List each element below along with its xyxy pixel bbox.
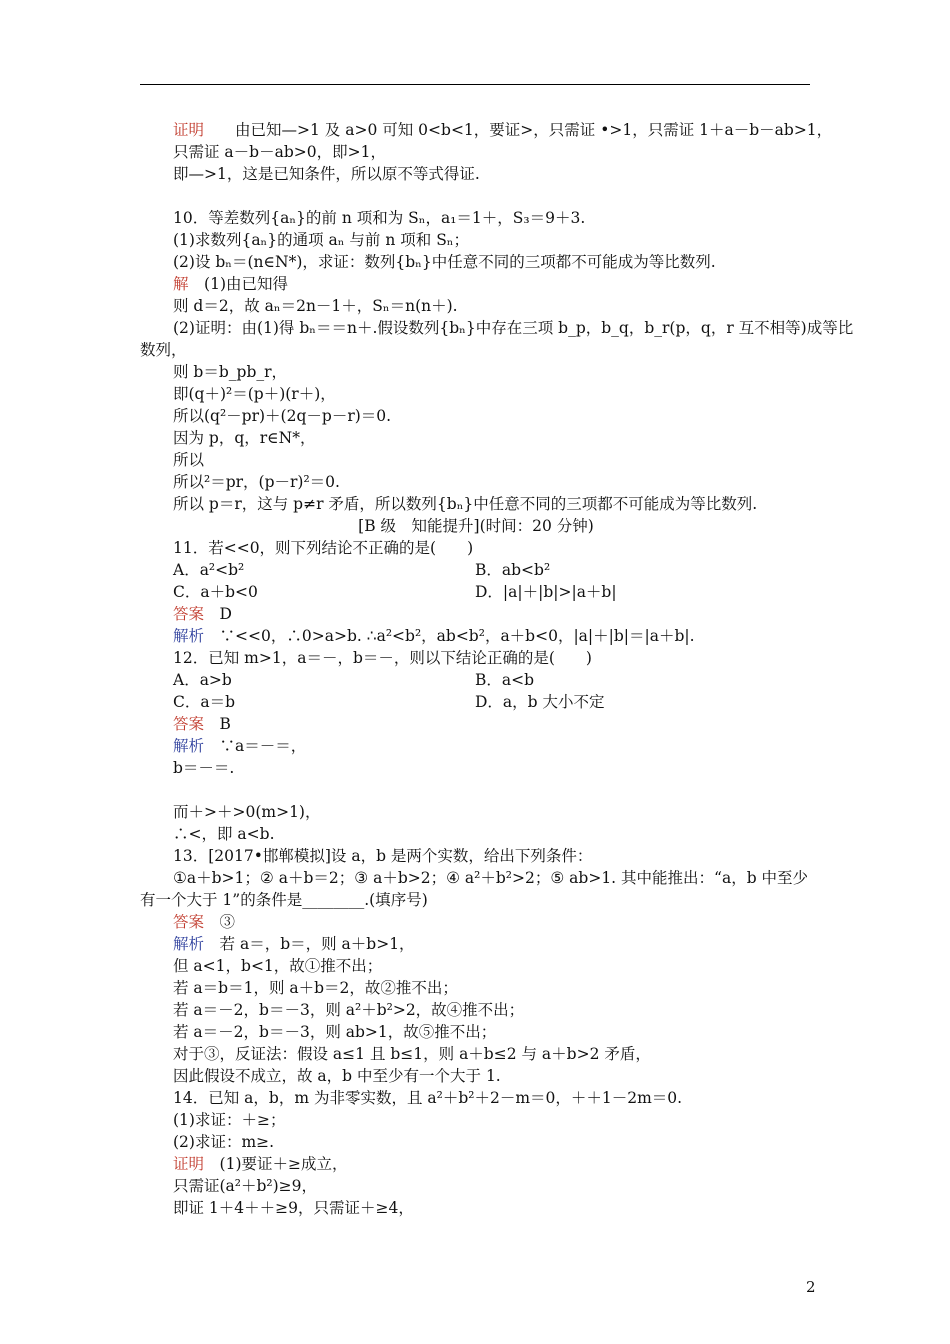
p10-sol-7: 所以(q²－pr)＋(2q－p－r)＝0. xyxy=(173,407,392,425)
p12-analysis-2: b＝－＝. xyxy=(173,759,235,777)
p9-line-2: 只需证 a－b－ab>0，即>1， xyxy=(173,143,386,161)
page-content xyxy=(140,119,854,1219)
p10-q1: (1)求数列{aₙ}的通项 aₙ 与前 n 项和 Sₙ； xyxy=(173,231,470,249)
p9-line-3: 即—>1，这是已知条件，所以原不等式得证. xyxy=(173,165,480,183)
p13-analysis-6: 对于③，反证法：假设 a≤1 且 b≤1，则 a＋b≤2 与 a＋b>2 矛盾， xyxy=(173,1045,651,1063)
option-d: D．|a|＋|b|>|a＋b| xyxy=(475,583,617,601)
option-b: B．a<b xyxy=(475,671,535,689)
analysis-label: 解析 xyxy=(173,935,205,953)
p14-proof-2: 只需证(a²＋b²)≥9， xyxy=(173,1177,318,1195)
proof-label: 证明 xyxy=(173,121,205,139)
option-c: C．a＋b<0 xyxy=(173,583,258,601)
p10-sol-6: 即(q＋)²＝(p＋)(r＋)， xyxy=(173,385,336,403)
p9-line-1: 证明 由已知—>1 及 a>0 可知 0<b<1，要证>，只需证 •>1，只需证 1＋a－b－ab>1， xyxy=(173,121,833,139)
p10-q2: (2)设 bₙ＝(n∈N*)，求证：数列{bₙ}中任意不同的三项都不可能成为等比数列. xyxy=(173,253,716,271)
p13-analysis: 解析 若 a＝，b＝，则 a＋b>1， xyxy=(173,935,415,953)
section-heading: [B 级 知能提升](时间：20 分钟) xyxy=(358,517,594,535)
p13-analysis-4: 若 a＝－2，b＝－3，则 a²＋b²>2，故④推不出； xyxy=(173,1001,525,1019)
p11-options-row-2 xyxy=(140,581,812,603)
page-number: 2 xyxy=(806,1278,816,1296)
header-rule xyxy=(140,84,810,85)
analysis-label: 解析 xyxy=(173,737,205,755)
analysis-label: 解析 xyxy=(173,627,205,645)
p13-analysis-2: 但 a<1，b<1，故①推不出； xyxy=(173,957,383,975)
answer-label: 答案 xyxy=(173,913,205,931)
option-c: C．a＝b xyxy=(173,693,236,711)
p12-analysis: 解析 ∵a＝－＝， xyxy=(173,737,307,755)
p10-sol-9: 所以 xyxy=(173,451,205,469)
p11-options-row-1 xyxy=(140,559,812,581)
solution-label: 解 xyxy=(173,275,189,293)
p10-sol-2: 则 d＝2，故 aₙ＝2n－1＋，Sₙ＝n(n＋). xyxy=(173,297,458,315)
p10-sol-11: 所以 p＝r，这与 p≠r 矛盾，所以数列{bₙ}中任意不同的三项都不可能成为等比数列. xyxy=(173,495,758,513)
p10-sol-5: 则 b＝b_pb_r， xyxy=(173,363,288,381)
p14-proof-1: 证明 (1)要证＋≥成立， xyxy=(173,1155,348,1173)
p12-answer: 答案 B xyxy=(173,715,231,733)
p13-stem: 13．[2017•邯郸模拟]设 a，b 是两个实数，给出下列条件： xyxy=(173,847,593,865)
option-a: A．a²<b² xyxy=(173,561,245,579)
answer-label: 答案 xyxy=(173,715,205,733)
p11-stem: 11．若<<0，则下列结论不正确的是( ) xyxy=(173,539,474,557)
p12-stem: 12．已知 m>1，a＝－，b＝－，则以下结论正确的是( ) xyxy=(173,649,592,667)
p10-sol-4: 数列， xyxy=(140,341,187,359)
p12-analysis-3: 而＋>＋>0(m>1)， xyxy=(173,803,321,821)
p13-line-3: 有一个大于 1”的条件是________.(填序号) xyxy=(140,891,428,909)
p11-answer: 答案 D xyxy=(173,605,232,623)
p12-analysis-4: ∴<，即 a<b. xyxy=(173,825,275,843)
option-a: A．a>b xyxy=(173,671,232,689)
p10-sol-10: 所以²＝pr，(p－r)²＝0. xyxy=(173,473,340,491)
p13-analysis-5: 若 a＝－2，b＝－3，则 ab>1，故⑤推不出； xyxy=(173,1023,497,1041)
p12-options-row-1 xyxy=(140,669,812,691)
p14-stem: 14．已知 a，b，m 为非零实数，且 a²＋b²＋2－m＝0，＋＋1－2m＝0. xyxy=(173,1089,683,1107)
p10-stem: 10．等差数列{aₙ}的前 n 项和为 Sₙ，a₁＝1＋，S₃＝9＋3. xyxy=(173,209,586,227)
p10-sol-8: 因为 p，q，r∈N*， xyxy=(173,429,316,447)
p10-sol-3: (2)证明：由(1)得 bₙ＝＝n＋.假设数列{bₙ}中存在三项 b_p，b_q，b_r(p，q，r 互不相等)成等比 xyxy=(173,319,854,337)
option-b: B．ab<b² xyxy=(475,561,551,579)
option-d: D．a，b 大小不定 xyxy=(475,693,605,711)
p11-analysis: 解析 ∵<<0，∴0>a>b. ∴a²<b²，ab<b²，a＋b<0，|a|＋|b|＝|a＋b|. xyxy=(173,627,695,645)
answer-label: 答案 xyxy=(173,605,205,623)
p10-sol-1: 解 (1)由已知得 xyxy=(173,275,288,293)
p14-proof-3: 即证 1＋4＋＋≥9，只需证＋≥4， xyxy=(173,1199,414,1217)
p13-answer: 答案 ③ xyxy=(173,913,236,931)
p13-analysis-7: 因此假设不成立，故 a，b 中至少有一个大于 1. xyxy=(173,1067,501,1085)
p12-options-row-2 xyxy=(140,691,812,713)
p13-line-2: ①a＋b>1；② a＋b＝2；③ a＋b>2；④ a²＋b²>2；⑤ ab>1. 其中能推出：“a，b 中至少 xyxy=(173,869,809,887)
p14-q2: (2)求证：m≥. xyxy=(173,1133,275,1151)
p14-q1: (1)求证：＋≥； xyxy=(173,1111,286,1129)
p13-analysis-3: 若 a＝b＝1，则 a＋b＝2，故②推不出； xyxy=(173,979,458,997)
proof-label: 证明 xyxy=(173,1155,205,1173)
